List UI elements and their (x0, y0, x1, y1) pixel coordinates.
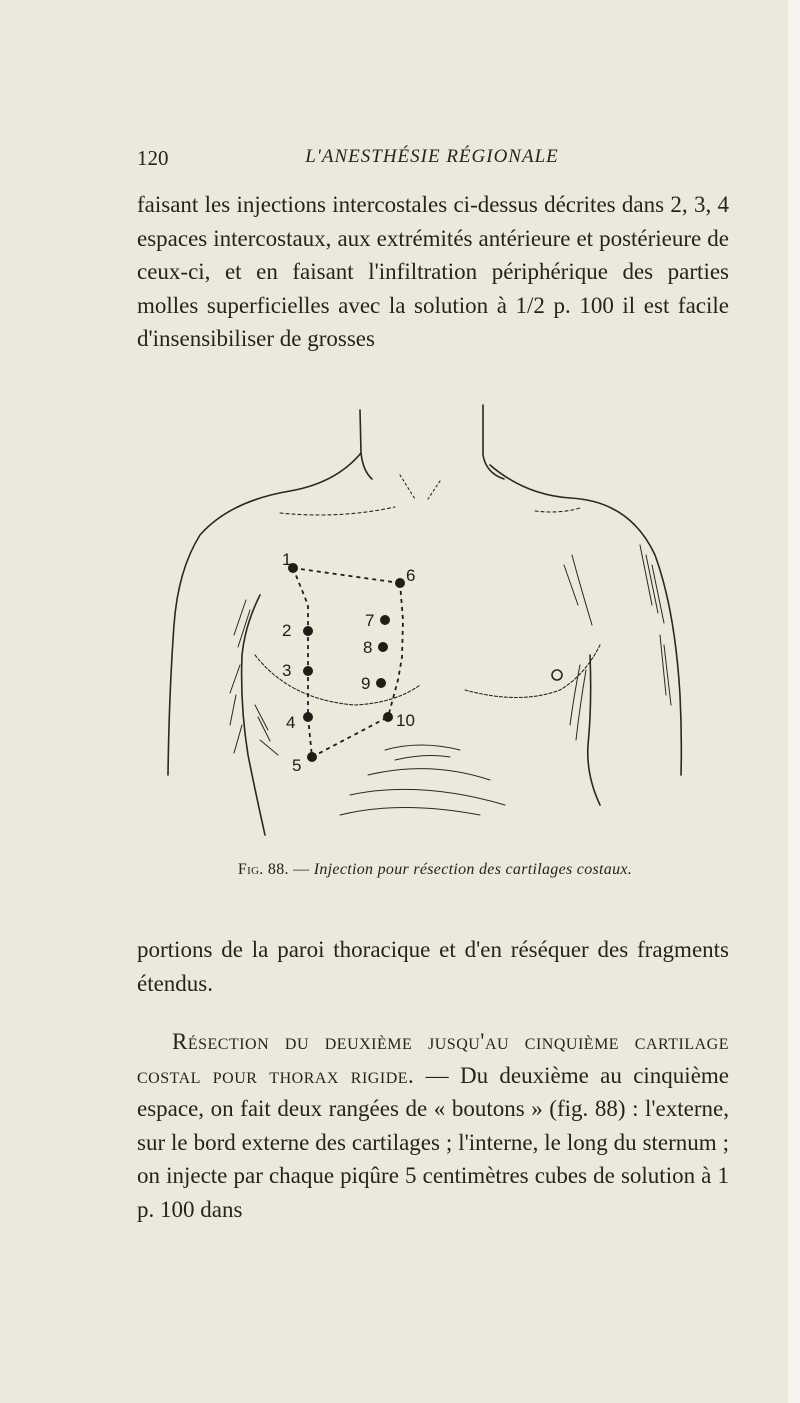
point-label-8: 8 (363, 638, 373, 657)
point-label-4: 4 (286, 713, 296, 732)
injection-point-10 (383, 712, 393, 722)
injection-point-3 (303, 666, 313, 676)
figure-caption (140, 861, 730, 879)
left-shoulder-outline (168, 453, 361, 775)
injection-points (282, 550, 415, 775)
point-label-6: 6 (406, 566, 416, 585)
page-number: 120 (137, 146, 169, 170)
running-header (137, 146, 727, 174)
injection-point-7 (380, 615, 390, 625)
right-shoulder-outline (490, 465, 681, 775)
running-title: L'ANESTHÉSIE RÉGIONALE (305, 146, 559, 167)
point-label-10: 10 (396, 711, 415, 730)
paragraph-3 (137, 1025, 729, 1226)
figure-88 (160, 395, 700, 855)
caption-title: Injection pour résection des cartilages costaux. (313, 861, 633, 878)
injection-point-5 (307, 752, 317, 762)
section-body: Du deuxième au cinquième espace, on fait deux rangées de « boutons » (fig. 88) : l'externe, sur le bord externe des cartilages ; l'interne, le long du sternum ; on injecte par chaque piqûre 5 centimètres cubes de solution à 1 p. 100 dans (137, 1062, 730, 1222)
injection-point-6 (395, 578, 405, 588)
page-edge (788, 0, 800, 1403)
section-heading: Résection du deuxième jusqu'au cinquième cartilage costal pour thorax rigide. (137, 1029, 729, 1088)
caption-dash: — (293, 861, 310, 878)
injection-point-4 (303, 712, 313, 722)
injection-point-9 (376, 678, 386, 688)
point-label-7: 7 (365, 611, 375, 630)
paragraph-2: portions de la paroi thoracique et d'en réséquer des fragments étendus. (137, 937, 729, 996)
point-label-2: 2 (282, 621, 292, 640)
injection-point-8 (378, 642, 388, 652)
paragraph-1: faisant les injections intercostales ci-dessus décrites dans 2, 3, 4 espaces intercostaux, aux extrémités antérieure et postérieure de ceux-ci, et en faisant l'infiltration périphérique des parties molles superficielles avec la solution à 1/2 p. 100 il est facile d'insensibiliser de grosses (137, 192, 729, 351)
point-label-5: 5 (292, 756, 302, 775)
caption-label: Fig. 88. (237, 861, 289, 878)
point-label-9: 9 (361, 674, 371, 693)
neck-right-line (360, 410, 372, 479)
section-dash: — (414, 1062, 460, 1088)
left-arm-inner (242, 595, 265, 835)
point-label-1: 1 (282, 550, 292, 569)
injection-point-2 (303, 626, 313, 636)
right-arm-inner (588, 655, 600, 805)
point-label-3: 3 (282, 661, 292, 680)
thorax-illustration (160, 395, 700, 855)
